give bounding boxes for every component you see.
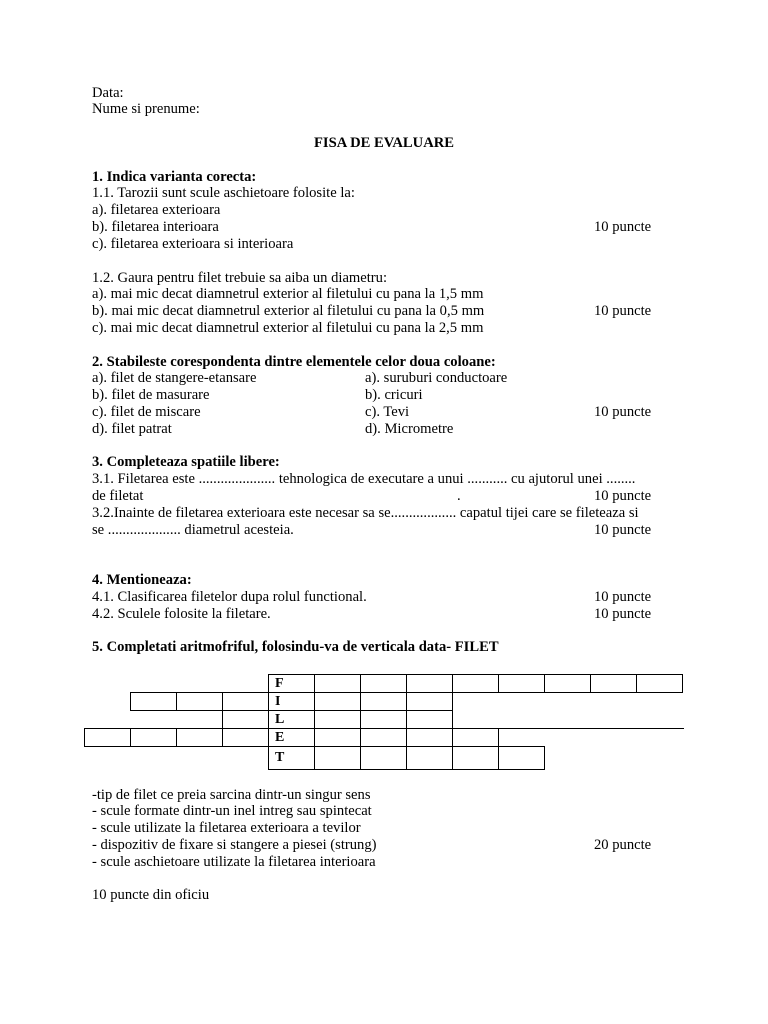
crossword-letter-cell: I	[268, 692, 315, 711]
section-2-points: 10 puncte	[594, 404, 652, 421]
question-1-2-points: 10 puncte	[594, 303, 652, 320]
crossword-cell	[222, 692, 269, 711]
document-title: FISA DE EVALUARE	[313, 135, 455, 152]
crossword-cell	[406, 746, 453, 770]
item-4-2-row	[92, 606, 676, 623]
item-3-2-points: 10 puncte	[594, 521, 652, 538]
question-1-2-option-a: a). mai mic decat diamnetrul exterior al filetului cu pana la 1,5 mm	[92, 286, 484, 303]
crossword-cell	[406, 710, 453, 729]
crossword-cell	[406, 674, 453, 693]
item-3-1-line-2: de filetat	[92, 488, 144, 505]
crossword-cell	[130, 728, 177, 747]
crossword-letter-cell: F	[268, 674, 315, 693]
clue-3: - scule utilizate la filetarea exterioara a tevilor	[92, 820, 361, 837]
question-1-1: 1.1. Tarozii sunt scule aschietoare folosite la:	[92, 185, 355, 202]
item-3-2-line-2-row	[92, 522, 676, 539]
question-1-2-option-b-row	[92, 303, 676, 320]
crossword-cell	[314, 746, 361, 770]
item-4-1: 4.1. Clasificarea filetelor dupa rolul functional.	[92, 588, 367, 605]
crossword-cell	[314, 728, 361, 747]
question-1-1-option-c: c). filetarea exterioara si interioara	[92, 235, 294, 252]
crossword-cell	[544, 674, 591, 693]
item-4-2: 4.2. Sculele folosite la filetare.	[92, 605, 271, 622]
crossword-cell	[452, 728, 499, 747]
crossword-cell	[498, 674, 545, 693]
crossword-cell	[222, 728, 269, 747]
section-1-heading: 1. Indica varianta corecta:	[92, 168, 257, 185]
crossword-grid	[84, 674, 684, 770]
clue-1: -tip de filet ce preia sarcina dintr-un singur sens	[92, 786, 371, 803]
question-1-2: 1.2. Gaura pentru filet trebuie sa aiba un diametru:	[92, 269, 388, 286]
date-label: Data:	[92, 84, 124, 101]
question-1-1-points: 10 puncte	[594, 219, 652, 236]
crossword-letter-cell: T	[268, 746, 315, 770]
left-column-item-d: d). filet patrat	[92, 420, 172, 437]
item-3-1-line-1: 3.1. Filetarea este ..................... tehnologica de executare a unui ........... cu ajutorul unei ........	[92, 471, 636, 488]
crossword-cell	[176, 692, 223, 711]
crossword-cell	[406, 692, 453, 711]
crossword-cell	[452, 746, 499, 770]
item-3-1-line-2-row	[92, 488, 676, 505]
clue-4: - dispozitiv de fixare si stangere a piesei (strung)	[92, 837, 377, 854]
crossword-letter-cell: L	[268, 710, 315, 729]
crossword-cell	[590, 674, 637, 693]
right-column-item-b: b). cricuri	[365, 387, 423, 404]
question-1-1-option-b-row	[92, 219, 676, 236]
question-1-1-option-a: a). filetarea exterioara	[92, 202, 221, 219]
crossword-cell	[406, 728, 453, 747]
item-4-1-points: 10 puncte	[594, 588, 652, 605]
clue-5: - scule aschietoare utilizate la filetarea interioara	[92, 853, 376, 870]
question-1-1-option-b: b). filetarea interioara	[92, 219, 219, 236]
item-3-2-line-1: 3.2.Inainte de filetarea exterioara este necesar sa se.................. capatul tijei care se fileteaza si	[92, 504, 639, 521]
section-3-heading: 3. Completeaza spatiile libere:	[92, 454, 280, 471]
crossword-cell	[130, 692, 177, 711]
crossword-clues	[92, 787, 676, 905]
crossword-cell	[314, 674, 361, 693]
crossword-cell	[360, 692, 407, 711]
item-4-1-row	[92, 589, 676, 606]
crossword-cell	[314, 692, 361, 711]
matching-row-c	[92, 404, 676, 421]
item-3-1-points: 10 puncte	[594, 488, 652, 505]
crossword-letter-cell: E	[268, 728, 315, 747]
item-4-2-points: 10 puncte	[594, 605, 652, 622]
question-1-2-option-c: c). mai mic decat diamnetrul exterior al filetului cu pana la 2,5 mm	[92, 319, 484, 336]
section-2-heading: 2. Stabileste corespondenta dintre elementele celor doua coloane:	[92, 353, 496, 370]
matching-row-a	[92, 370, 676, 387]
left-column-item-b: b). filet de masurare	[92, 387, 210, 404]
crossword-cell	[360, 674, 407, 693]
right-column-item-c: c). Tevi	[365, 404, 410, 421]
crossword-cell	[360, 710, 407, 729]
right-column-item-d: d). Micrometre	[365, 420, 454, 437]
crossword-cell	[314, 710, 361, 729]
evaluation-sheet-body	[92, 85, 676, 657]
crossword-cell	[498, 746, 545, 770]
section-5-points: 20 puncte	[594, 837, 652, 854]
clue-2: - scule formate dintr-un inel intreg sau spintecat	[92, 803, 372, 820]
crossword-cell	[360, 746, 407, 770]
right-column-item-a: a). suruburi conductoare	[365, 370, 508, 387]
item-3-2-line-2: se .................... diametrul acesteia.	[92, 521, 294, 538]
question-1-2-option-b: b). mai mic decat diamnetrul exterior al filetului cu pana la 0,5 mm	[92, 303, 485, 320]
crossword-cell	[84, 728, 131, 747]
clue-4-row	[92, 837, 676, 854]
section-4-heading: 4. Mentioneaza:	[92, 572, 192, 589]
footer-note: 10 puncte din oficiu	[92, 887, 210, 904]
section-5-heading: 5. Completati aritmofriful, folosindu-va de verticala data- FILET	[92, 639, 499, 656]
matching-row-d	[92, 421, 676, 438]
item-3-1-line-end: .	[457, 488, 461, 505]
crossword-cell	[176, 728, 223, 747]
matching-row-b	[92, 387, 676, 404]
left-column-item-a: a). filet de stangere-etansare	[92, 370, 257, 387]
crossword-cell	[360, 728, 407, 747]
crossword-cell	[222, 710, 269, 729]
crossword-cell	[636, 674, 683, 693]
crossword-cell	[452, 674, 499, 693]
name-label: Nume si prenume:	[92, 101, 200, 118]
left-column-item-c: c). filet de miscare	[92, 404, 201, 421]
